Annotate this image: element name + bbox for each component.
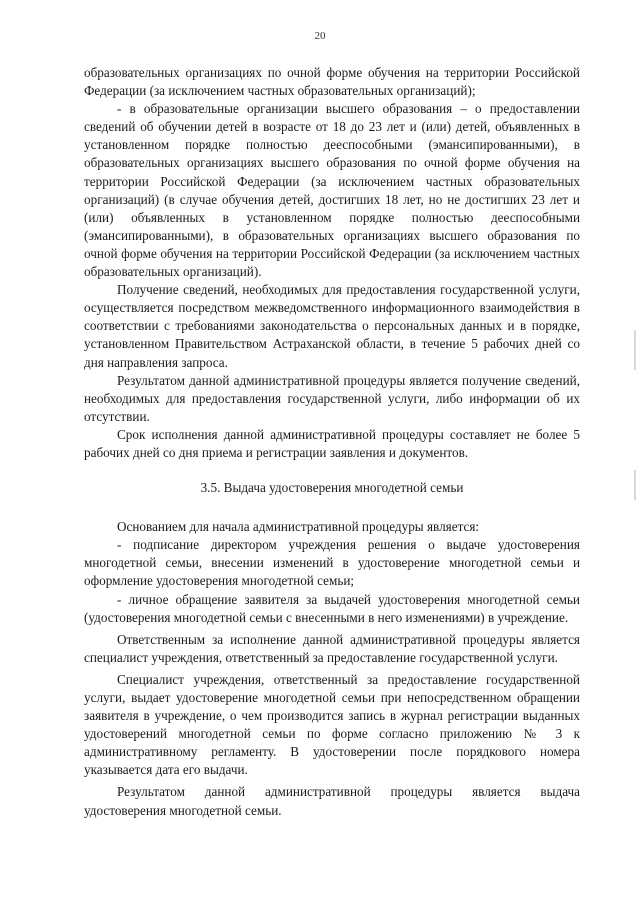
paragraph: Основанием для начала административной процедуры является: — [117, 519, 480, 535]
paragraph: Получение сведений, необходимых для предоставления государственной услуги, осуществляется посредством межведомственного информационного взаимодействия в соответствии с требованиями законодательства о персональных данных и в порядке, установленном Правительством Астраханской области, в течение 5 рабочих дней со дня направления запроса. — [84, 282, 580, 370]
section-heading: 3.5. Выдача удостоверения многодетной семьи — [200, 480, 464, 496]
page-number: 20 — [314, 30, 326, 42]
paragraph: Срок исполнения данной административной процедуры составляет не более 5 рабочих дней со дня приема и регистрации заявления и документов. — [84, 426, 580, 460]
list-item: - в образовательные организации высшего образования – о предоставлении сведений об обучении детей в возрасте от 18 до 23 лет и (или) детей, объявленных в установленном порядке полностью дееспособными (эмансипированными), в образовательных организациях высшего образования по очной форме обучения на территории Российской Федерации (за исключением частных образовательных организаций) (в случае обучения детей, достигших 18 лет, но не достигших 23 лет и (или) объявленных в установленном порядке полностью дееспособными (эмансипированными), в образовательных организациях высшего образования по очной форме обучения на территории Российской Федерации (за исключением частных образовательных организаций). — [84, 101, 580, 280]
scan-edge-mark — [634, 330, 636, 370]
document-body — [84, 64, 580, 820]
paragraph: образовательных организациях по очной форме обучения на территории Российской Федерации (за исключением частных образовательных организаций); — [84, 65, 580, 99]
scan-edge-mark — [634, 470, 636, 500]
paragraph: Ответственным за исполнение данной административной процедуры является специалист учреждения, ответственный за предоставление государственной услуги. — [84, 631, 580, 665]
paragraph: Специалист учреждения, ответственный за предоставление государственной услуги, выдает удостоверение многодетной семьи при непосредственном обращении заявителя в учреждение, о чем производится запись в журнал регистрации выданных удостоверений многодетной семьи по форме согласно приложению № 3 к административному регламенту. В удостоверении после порядкового номера указывается дата его выдачи. — [84, 671, 580, 778]
paragraph: Результатом данной административной процедуры является выдача удостоверения многодетной семьи. — [84, 784, 580, 818]
list-item: - подписание директором учреждения решения о выдаче удостоверения многодетной семьи, внесении изменений в удостоверение многодетной семьи и оформление удостоверения многодетной семьи; — [84, 537, 580, 589]
list-item: - личное обращение заявителя за выдачей удостоверения многодетной семьи (удостоверения многодетной семьи с внесенными в него изменениями) в учреждение. — [84, 591, 580, 625]
paragraph: Результатом данной административной процедуры является получение сведений, необходимых для предоставления государственной услуги, либо информации об их отсутствии. — [84, 372, 580, 424]
